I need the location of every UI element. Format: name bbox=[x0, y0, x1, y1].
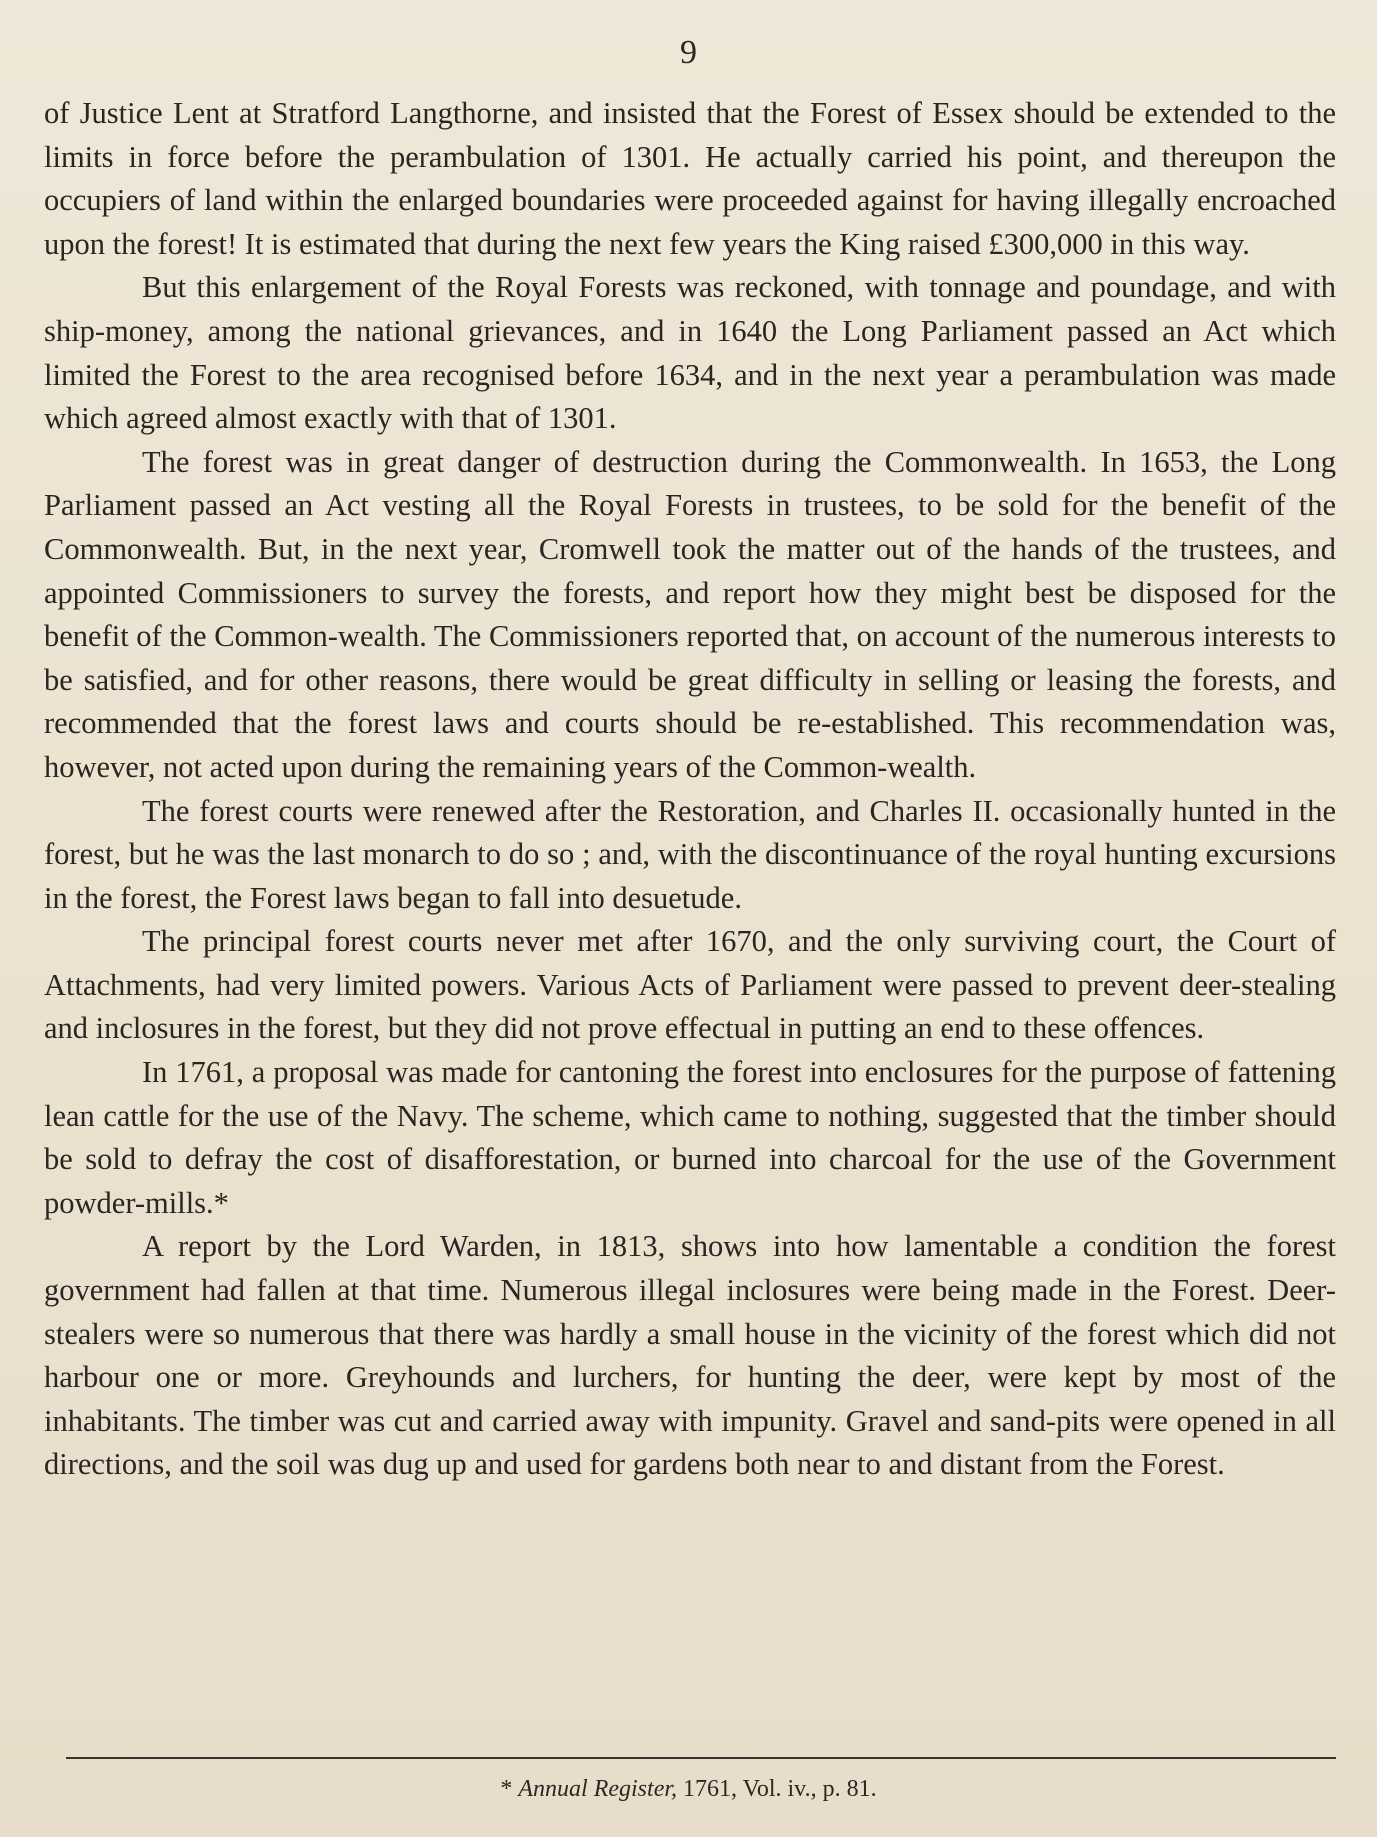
paragraph-forest-courts: The principal forest courts never met after 1670, and the only surviving court, the Court of Attachments, had very limited powers. Various Acts of Parliament were passed to prevent deer-stealing and inclosures in the forest, but they did not prove effectual in putting an end to these offences. bbox=[44, 924, 1336, 1046]
footnote-detail: 1761, Vol. iv., p. 81. bbox=[677, 1776, 877, 1802]
footnote-marker: * bbox=[500, 1776, 519, 1802]
footnote-source: Annual Register, bbox=[518, 1776, 678, 1802]
paragraph-1761-proposal: In 1761, a proposal was made for cantoning the forest into enclosures for the purpose of fattening lean cattle for the use of the Navy. The scheme, which came to nothing, suggested that the timber should be sold to defray the cost of disafforestation, or burned into charcoal for the use of the Government powder-mills.* bbox=[44, 1055, 1336, 1220]
footnote bbox=[0, 1776, 1377, 1803]
body-text bbox=[44, 92, 1336, 1487]
footnote-divider bbox=[66, 1757, 1336, 1759]
paragraph-restoration: The forest courts were renewed after the Restoration, and Charles II. occasionally hunted in the forest, but he was the last monarch to do so ; and, with the discontinuance of the royal hunting excursions in the forest, the Forest laws began to fall into desuetude. bbox=[44, 793, 1336, 915]
paragraph-commonwealth: The forest was in great danger of destruction during the Commonwealth. In 1653, the Long Parliament passed an Act vesting all the Royal Forests in trustees, to be sold for the benefit of the Commonwealth. But, in the next year, Cromwell took the matter out of the hands of the trustees, and appointed Commissioners to survey the forests, and report how they might best be disposed for the benefit of the Common-wealth. The Commissioners reported that, on account of the numerous interests to be satisfied, and for other reasons, there would be great difficulty in selling or leasing the forests, and recommended that the forest laws and courts should be re-established. This recommendation was, however, not acted upon during the remaining years of the Common-wealth. bbox=[44, 444, 1337, 784]
paragraph-continuation: of Justice Lent at Stratford Langthorne, and insisted that the Forest of Essex should be extended to the limits in force before the perambulation of 1301. He actually carried his point, and thereupon the occupiers of land within the enlarged boundaries were proceeded against for having illegally encroached upon the forest! It is estimated that during the next few years the King raised £300,000 in this way. bbox=[44, 96, 1336, 261]
page-number: 9 bbox=[680, 34, 697, 71]
paragraph-royal-forests-grievance: But this enlargement of the Royal Forests was reckoned, with tonnage and poundage, and with ship-money, among the national grievances, and in 1640 the Long Parliament passed an Act which limited the Forest to the area recognised before 1634, and in the next year a perambulation was made which agreed almost exactly with that of 1301. bbox=[44, 270, 1336, 436]
paragraph-lord-warden-report: A report by the Lord Warden, in 1813, shows into how lamentable a condition the forest government had fallen at that time. Numerous illegal inclosures were being made in the Forest. Deer-stealers were so numerous that there was hardly a small house in the vicinity of the forest which did not harbour one or more. Greyhounds and lurchers, for hunting the deer, were kept by most of the inhabitants. The timber was cut and carried away with impunity. Gravel and sand-pits were opened in all directions, and the soil was dug up and used for gardens both near to and distant from the Forest. bbox=[44, 1229, 1336, 1482]
